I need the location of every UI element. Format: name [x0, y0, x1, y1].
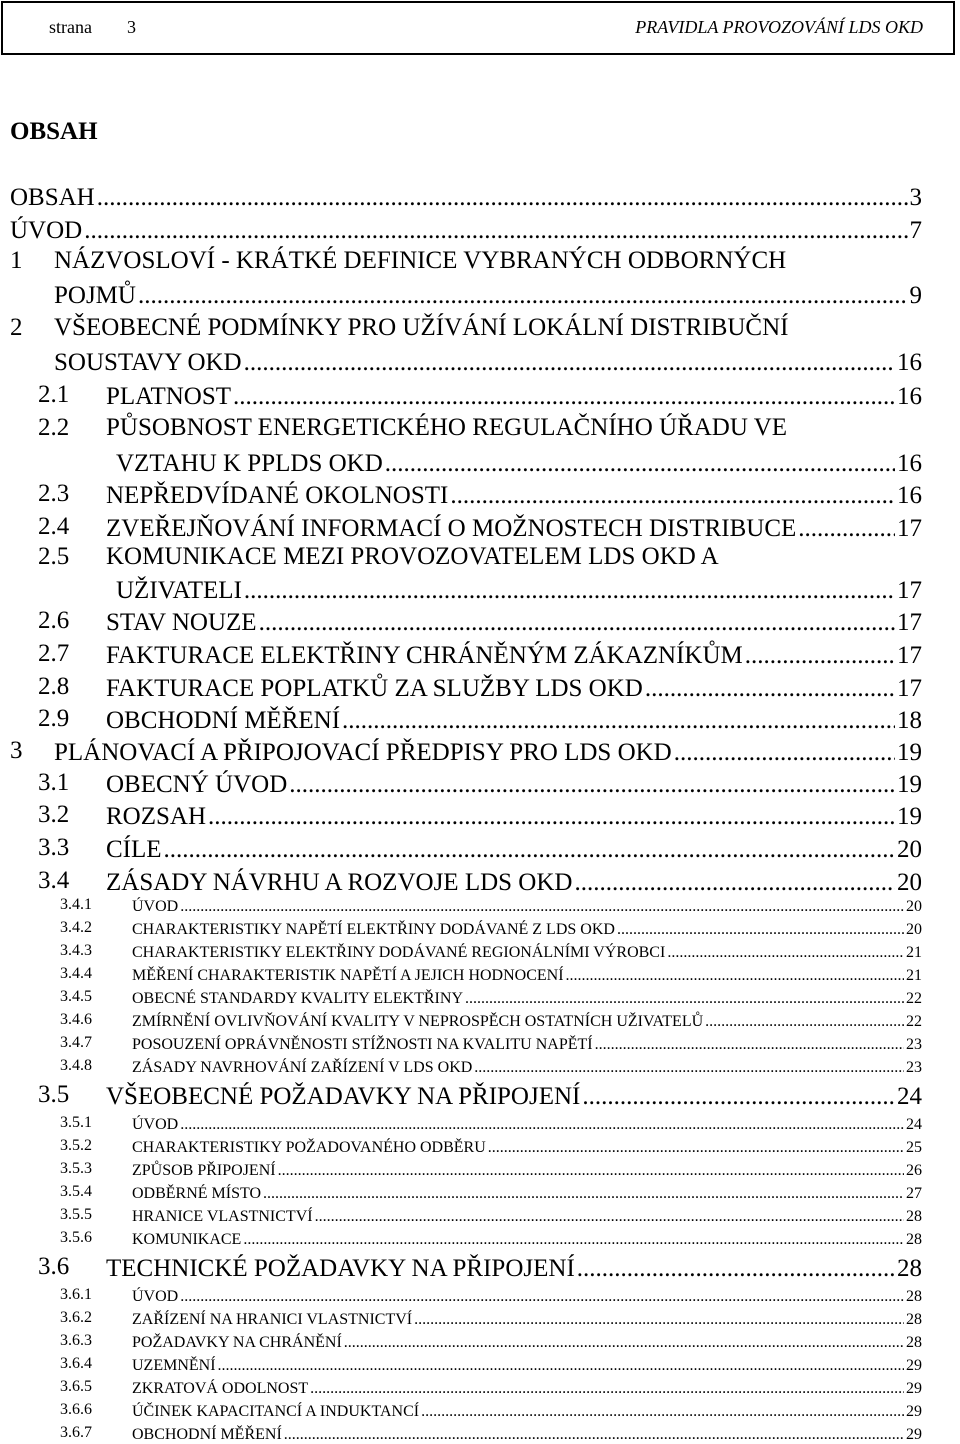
- dot-leader: [218, 1357, 904, 1375]
- toc-entry-number: 2: [10, 314, 23, 341]
- toc-entry-title-row: [106, 480, 922, 510]
- toc-entry-number: 3.4.3: [60, 942, 92, 959]
- toc-entry[interactable]: [0, 1378, 960, 1398]
- toc-entry-title: ZÁSADY NÁVRHU A ROZVOJE LDS OKD: [106, 869, 573, 896]
- toc-entry[interactable]: [0, 1081, 960, 1111]
- dot-leader: [97, 184, 908, 212]
- toc-entry-title-line1: NÁZVOSLOVÍ - KRÁTKÉ DEFINICE VYBRANÝCH ODBORNÝCH: [54, 247, 787, 274]
- toc-entry-page: 17: [897, 577, 922, 604]
- dot-leader: [180, 898, 904, 916]
- toc-entry-title: ÚČINEK KAPACITANCÍ A INDUKTANCÍ: [132, 1403, 420, 1420]
- toc-entry-title: ZÁSADY NAVRHOVÁNÍ ZAŘÍZENÍ V LDS OKD: [132, 1059, 473, 1076]
- toc-entry-number: 3.5.4: [60, 1183, 92, 1200]
- toc-entry-page: 16: [897, 383, 922, 410]
- toc-entry-number: 3.6.2: [60, 1309, 92, 1326]
- toc-entry-number: 3: [10, 737, 23, 764]
- toc-entry-number: 3.6.1: [60, 1286, 92, 1303]
- toc-entry-page: 16: [897, 349, 922, 376]
- dot-leader: [315, 1208, 904, 1226]
- toc-entry-number: 3.4.7: [60, 1034, 92, 1051]
- toc-entry-title-row: [132, 1309, 922, 1329]
- toc-entry-title: POŽADAVKY NA CHRÁNĚNÍ: [132, 1334, 342, 1351]
- toc-entry-number: 3.4.2: [60, 919, 92, 936]
- toc-entry[interactable]: [0, 1034, 960, 1054]
- toc-entry-page: 19: [897, 803, 922, 830]
- toc-entry-page: 20: [897, 836, 922, 863]
- toc-entry-page: 19: [897, 739, 922, 766]
- toc-entry[interactable]: [0, 942, 960, 962]
- dot-leader: [465, 990, 904, 1008]
- dot-leader: [164, 836, 895, 864]
- toc-entry-title: ROZSAH: [106, 803, 207, 830]
- dot-leader: [450, 482, 895, 510]
- toc-entry-title: ZMÍRNĚNÍ OVLIVŇOVÁNÍ KVALITY V NEPROSPĚCH OSTATNÍCH UŽIVATELŮ: [132, 1013, 704, 1030]
- toc-entry[interactable]: [0, 640, 960, 670]
- toc-entry[interactable]: [0, 673, 960, 703]
- toc-entry-title-row: [106, 1253, 922, 1283]
- toc-entry-page: 27: [906, 1185, 922, 1202]
- toc-entry-title-row: [132, 919, 922, 939]
- toc-entry-title-row: [106, 867, 922, 897]
- toc-entry[interactable]: [0, 1057, 960, 1077]
- toc-entry-title: ÚVOD: [132, 1116, 179, 1133]
- toc-entry-title: SOUSTAVY OKD: [54, 349, 242, 376]
- toc-entry-title: TECHNICKÉ POŽADAVKY NA PŘIPOJENÍ: [106, 1255, 575, 1282]
- toc-entry[interactable]: [0, 513, 960, 543]
- dot-leader: [310, 1380, 904, 1398]
- dot-leader: [244, 577, 895, 605]
- dot-leader: [414, 1311, 904, 1329]
- header-page-label: strana: [49, 17, 92, 37]
- toc-entry[interactable]: [0, 607, 960, 637]
- toc-entry-page: 20: [906, 921, 922, 938]
- toc-entry-number: 2.9: [38, 705, 70, 732]
- toc-entry-number: 3.4: [38, 867, 70, 894]
- toc-entry-page: 21: [906, 967, 922, 984]
- dot-leader: [474, 1059, 904, 1077]
- toc-entry-title-row: [106, 381, 922, 411]
- toc-entry-title: POSOUZENÍ OPRÁVNĚNOSTI STÍŽNOSTI NA KVALITU NAPĚTÍ: [132, 1036, 593, 1053]
- toc-entry-page: 25: [906, 1139, 922, 1156]
- dot-leader: [342, 707, 895, 735]
- toc-entry-number: 3.5.6: [60, 1229, 92, 1246]
- toc-entry-page: 21: [906, 944, 922, 961]
- dot-leader: [385, 450, 895, 478]
- toc-entry-title-row: [54, 347, 922, 377]
- toc-entry[interactable]: [0, 1355, 960, 1375]
- toc-entry-page: 23: [906, 1059, 922, 1076]
- toc-entry-number: 3.4.4: [60, 965, 92, 982]
- dot-leader: [667, 944, 904, 962]
- toc-entry-title: CHARAKTERISTIKY NAPĚTÍ ELEKTŘINY DODÁVANÉ Z LDS OKD: [132, 921, 615, 938]
- toc-entry[interactable]: [0, 896, 960, 916]
- toc-entry-page: 28: [906, 1334, 922, 1351]
- toc-entry-title-line1: VŠEOBECNÉ PODMÍNKY PRO UŽÍVÁNÍ LOKÁLNÍ DISTRIBUČNÍ: [54, 314, 789, 341]
- toc-entry[interactable]: [0, 480, 960, 510]
- toc-entry-title-row: [132, 1378, 922, 1398]
- toc-entry[interactable]: [0, 1011, 960, 1031]
- toc-entry-number: 2.4: [38, 513, 70, 540]
- toc-entry-number: 3.4.1: [60, 896, 92, 913]
- toc-entry-page: 29: [906, 1426, 922, 1443]
- toc-entry[interactable]: [0, 965, 960, 985]
- toc-entry-number: 3.5.5: [60, 1206, 92, 1223]
- toc-entry-page: 18: [897, 707, 922, 734]
- dot-leader: [138, 282, 908, 310]
- toc-entry-title: CÍLE: [106, 836, 162, 863]
- toc-entry-page: 29: [906, 1403, 922, 1420]
- toc-entry-number: 3.4.6: [60, 1011, 92, 1028]
- toc-entry-page: 28: [906, 1231, 922, 1248]
- toc-entry-title-row: [116, 448, 922, 478]
- toc-entry-number: 3.5.2: [60, 1137, 92, 1154]
- toc-entry-title: PLATNOST: [106, 383, 232, 410]
- toc-entry-number: 3.4.8: [60, 1057, 92, 1074]
- toc-entry-title: PLÁNOVACÍ A PŘIPOJOVACÍ PŘEDPISY PRO LDS OKD: [54, 739, 672, 766]
- toc-entry-number: 3.6.4: [60, 1355, 92, 1372]
- toc-entry[interactable]: [0, 182, 960, 212]
- dot-leader: [180, 1116, 904, 1134]
- toc-entry-number: 3.3: [38, 834, 70, 861]
- toc-entry-page: 17: [897, 515, 922, 542]
- toc-entry-title: OBCHODNÍ MĚŘENÍ: [132, 1426, 282, 1443]
- toc-entry[interactable]: [0, 867, 960, 897]
- dot-leader: [278, 1162, 904, 1180]
- toc-entry-title: OBSAH: [10, 184, 95, 211]
- toc-entry-title: UŽIVATELI: [116, 577, 242, 604]
- toc-entry-title: VŠEOBECNÉ POŽADAVKY NA PŘIPOJENÍ: [106, 1083, 581, 1110]
- toc-entry-title-row: [132, 1183, 922, 1203]
- toc-entry-page: 29: [906, 1357, 922, 1374]
- toc-entry[interactable]: [0, 1401, 960, 1421]
- toc-entry-number: 3.4.5: [60, 988, 92, 1005]
- toc-entry-title: ZKRATOVÁ ODOLNOST: [132, 1380, 309, 1397]
- toc-entry-title-row: [10, 182, 922, 212]
- toc-entry[interactable]: [0, 769, 960, 799]
- dot-leader: [208, 803, 895, 831]
- dot-leader: [798, 515, 895, 543]
- toc-entry-title: FAKTURACE POPLATKŮ ZA SLUŽBY LDS OKD: [106, 675, 643, 702]
- toc-entry-page: 17: [897, 675, 922, 702]
- toc-entry-title: ÚVOD: [132, 1288, 179, 1305]
- toc-entry-title: STAV NOUZE: [106, 609, 257, 636]
- dot-leader: [244, 349, 895, 377]
- dot-leader: [289, 771, 895, 799]
- toc-entry[interactable]: [0, 381, 960, 411]
- toc-entry-number: 3.5: [38, 1081, 70, 1108]
- toc-entry-page: 29: [906, 1380, 922, 1397]
- toc-entry-title: OBCHODNÍ MĚŘENÍ: [106, 707, 341, 734]
- toc-entry-page: 3: [909, 184, 922, 211]
- toc-entry-page: 28: [906, 1208, 922, 1225]
- toc-entry-title-row: [132, 942, 922, 962]
- toc-entry-page: 28: [906, 1311, 922, 1328]
- toc-entry-title: UZEMNĚNÍ: [132, 1357, 216, 1374]
- toc-entry-page: 24: [897, 1083, 922, 1110]
- toc-entry-title: ZPŮSOB PŘIPOJENÍ: [132, 1162, 276, 1179]
- dot-leader: [84, 217, 907, 245]
- toc-entry[interactable]: [0, 215, 960, 245]
- toc-entry-title-row: [106, 769, 922, 799]
- toc-entry-title-row: [132, 988, 922, 1008]
- dot-leader: [745, 642, 895, 670]
- toc-entry-title-row: [132, 1424, 922, 1444]
- toc-entry-number: 2.8: [38, 673, 70, 700]
- toc-entry[interactable]: [0, 1114, 960, 1134]
- toc-entry-title: ZAŘÍZENÍ NA HRANICI VLASTNICTVÍ: [132, 1311, 413, 1328]
- toc-entry-title: CHARAKTERISTIKY POŽADOVANÉHO ODBĚRU: [132, 1139, 486, 1156]
- toc-entry-title: OBECNÝ ÚVOD: [106, 771, 288, 798]
- toc-heading: OBSAH: [10, 118, 98, 145]
- toc-entry-title-row: [132, 1332, 922, 1352]
- dot-leader: [595, 1036, 904, 1054]
- toc-entry-page: 20: [906, 898, 922, 915]
- toc-entry-page: 9: [909, 282, 922, 309]
- toc-entry-page: 22: [906, 990, 922, 1007]
- toc-entry-number: 3.2: [38, 801, 70, 828]
- dot-leader: [421, 1403, 904, 1421]
- toc-entry[interactable]: [0, 1286, 960, 1306]
- toc-entry-page: 7: [909, 217, 922, 244]
- toc-entry[interactable]: [0, 1424, 960, 1444]
- toc-entry-title-row: [132, 965, 922, 985]
- toc-entry-title-row: [106, 673, 922, 703]
- dot-leader: [259, 609, 895, 637]
- toc-entry-number: 3.1: [38, 769, 70, 796]
- dot-leader: [566, 967, 904, 985]
- toc-entry-title: FAKTURACE ELEKTŘINY CHRÁNĚNÝM ZÁKAZNÍKŮM: [106, 642, 743, 669]
- dot-leader: [705, 1013, 904, 1031]
- toc-entry-number: 3.6.6: [60, 1401, 92, 1418]
- toc-entry[interactable]: [0, 1160, 960, 1180]
- toc-entry-title-row: [106, 705, 922, 735]
- toc-entry-page: 28: [897, 1255, 922, 1282]
- dot-leader: [617, 921, 904, 939]
- toc-entry-page: 22: [906, 1013, 922, 1030]
- dot-leader: [674, 739, 895, 767]
- toc-entry[interactable]: [0, 737, 960, 767]
- toc-entry-page: 17: [897, 609, 922, 636]
- toc-entry-title-line1: PŮSOBNOST ENERGETICKÉHO REGULAČNÍHO ÚŘADU VE: [106, 414, 788, 441]
- toc-entry-page: 24: [906, 1116, 922, 1133]
- toc-entry-title-row: [132, 1137, 922, 1157]
- toc-entry-title-row: [132, 1011, 922, 1031]
- toc-entry-title-row: [54, 280, 922, 310]
- toc-entry[interactable]: [0, 1332, 960, 1352]
- dot-leader: [488, 1139, 904, 1157]
- toc-entry-title: HRANICE VLASTNICTVÍ: [132, 1208, 313, 1225]
- toc-entry-title-row: [132, 1114, 922, 1134]
- toc-entry-title-row: [132, 1286, 922, 1306]
- toc-entry-title: ODBĚRNÉ MÍSTO: [132, 1185, 262, 1202]
- toc-entry-page: 28: [906, 1288, 922, 1305]
- toc-entry-title: POJMŮ: [54, 282, 136, 309]
- toc-entry-title: VZTAHU K PPLDS OKD: [116, 450, 383, 477]
- toc-entry-title-row: [106, 1081, 922, 1111]
- toc-entry[interactable]: [0, 834, 960, 864]
- toc-entry[interactable]: [0, 705, 960, 735]
- toc-entry-title-row: [106, 640, 922, 670]
- toc-entry-number: 3.6.7: [60, 1424, 92, 1441]
- toc-entry-number: 2.7: [38, 640, 70, 667]
- toc-entry-page: 26: [906, 1162, 922, 1179]
- toc-entry-title: MĚŘENÍ CHARAKTERISTIK NAPĚTÍ A JEJICH HODNOCENÍ: [132, 967, 564, 984]
- toc-entry-page: 23: [906, 1036, 922, 1053]
- dot-leader: [344, 1334, 904, 1352]
- toc-entry-title-row: [132, 1160, 922, 1180]
- toc-entry-number: 3.6.5: [60, 1378, 92, 1395]
- toc-entry-title-row: [132, 896, 922, 916]
- dot-leader: [574, 869, 895, 897]
- dot-leader: [233, 383, 895, 411]
- toc-entry[interactable]: [0, 919, 960, 939]
- toc-entry-title: OBECNÉ STANDARDY KVALITY ELEKTŘINY: [132, 990, 463, 1007]
- toc-entry[interactable]: [0, 1229, 960, 1249]
- toc-entry-title: ÚVOD: [132, 898, 179, 915]
- toc-entry-title-row: [132, 1034, 922, 1054]
- toc-entry-title-row: [132, 1057, 922, 1077]
- dot-leader: [180, 1288, 904, 1306]
- toc-entry[interactable]: [0, 801, 960, 831]
- toc-entry-number: 3.5.3: [60, 1160, 92, 1177]
- toc-entry-title-row: [132, 1206, 922, 1226]
- toc-entry-number: 1: [10, 247, 23, 274]
- toc-entry-title: CHARAKTERISTIKY ELEKTŘINY DODÁVANÉ REGIONÁLNÍMI VÝROBCI: [132, 944, 666, 961]
- toc-entry-title-row: [106, 801, 922, 831]
- toc-entry[interactable]: [0, 1137, 960, 1157]
- toc-entry-title: ZVEŘEJŇOVÁNÍ INFORMACÍ O MOŽNOSTECH DISTRIBUCE: [106, 515, 797, 542]
- toc-entry-title-row: [10, 215, 922, 245]
- toc-entry-number: 2.5: [38, 543, 70, 570]
- toc-entry[interactable]: [0, 1253, 960, 1283]
- toc-entry-number: 2.3: [38, 480, 70, 507]
- toc-entry-number: 3.6.3: [60, 1332, 92, 1349]
- toc-entry-title: NEPŘEDVÍDANÉ OKOLNOSTI: [106, 482, 449, 509]
- toc-entry-title-row: [132, 1401, 922, 1421]
- header-page-number: 3: [127, 17, 136, 37]
- toc-entry-title-row: [116, 575, 922, 605]
- toc-entry[interactable]: [0, 1183, 960, 1203]
- toc-entry-title-line1: KOMUNIKACE MEZI PROVOZOVATELEM LDS OKD A: [106, 543, 719, 570]
- toc-entry-title-row: [132, 1355, 922, 1375]
- toc-entry-title: KOMUNIKACE: [132, 1231, 242, 1248]
- dot-leader: [577, 1255, 895, 1283]
- dot-leader: [243, 1231, 904, 1249]
- toc-entry-number: 2.2: [38, 414, 70, 441]
- dot-leader: [645, 675, 895, 703]
- toc-entry-title-row: [106, 834, 922, 864]
- toc-entry-page: 20: [897, 869, 922, 896]
- toc-entry-title-row: [54, 737, 922, 767]
- toc-entry-page: 19: [897, 771, 922, 798]
- toc-entry-number: 3.5.1: [60, 1114, 92, 1131]
- dot-leader: [582, 1083, 895, 1111]
- toc-entry[interactable]: [0, 1309, 960, 1329]
- toc-entry-number: 2.1: [38, 381, 70, 408]
- toc-entry-title-row: [106, 607, 922, 637]
- toc-entry-page: 17: [897, 642, 922, 669]
- toc-entry[interactable]: [0, 988, 960, 1008]
- toc-entry-page: 16: [897, 482, 922, 509]
- header-document-title: PRAVIDLA PROVOZOVÁNÍ LDS OKD: [635, 17, 923, 37]
- toc-entry-page: 16: [897, 450, 922, 477]
- toc-entry-title: ÚVOD: [10, 217, 83, 244]
- toc-entry-title-row: [106, 513, 922, 543]
- toc-entry[interactable]: [0, 1206, 960, 1226]
- toc-entry-number: 3.6: [38, 1253, 70, 1280]
- dot-leader: [263, 1185, 904, 1203]
- dot-leader: [284, 1426, 904, 1444]
- toc-entry-number: 2.6: [38, 607, 70, 634]
- toc-entry-title-row: [132, 1229, 922, 1249]
